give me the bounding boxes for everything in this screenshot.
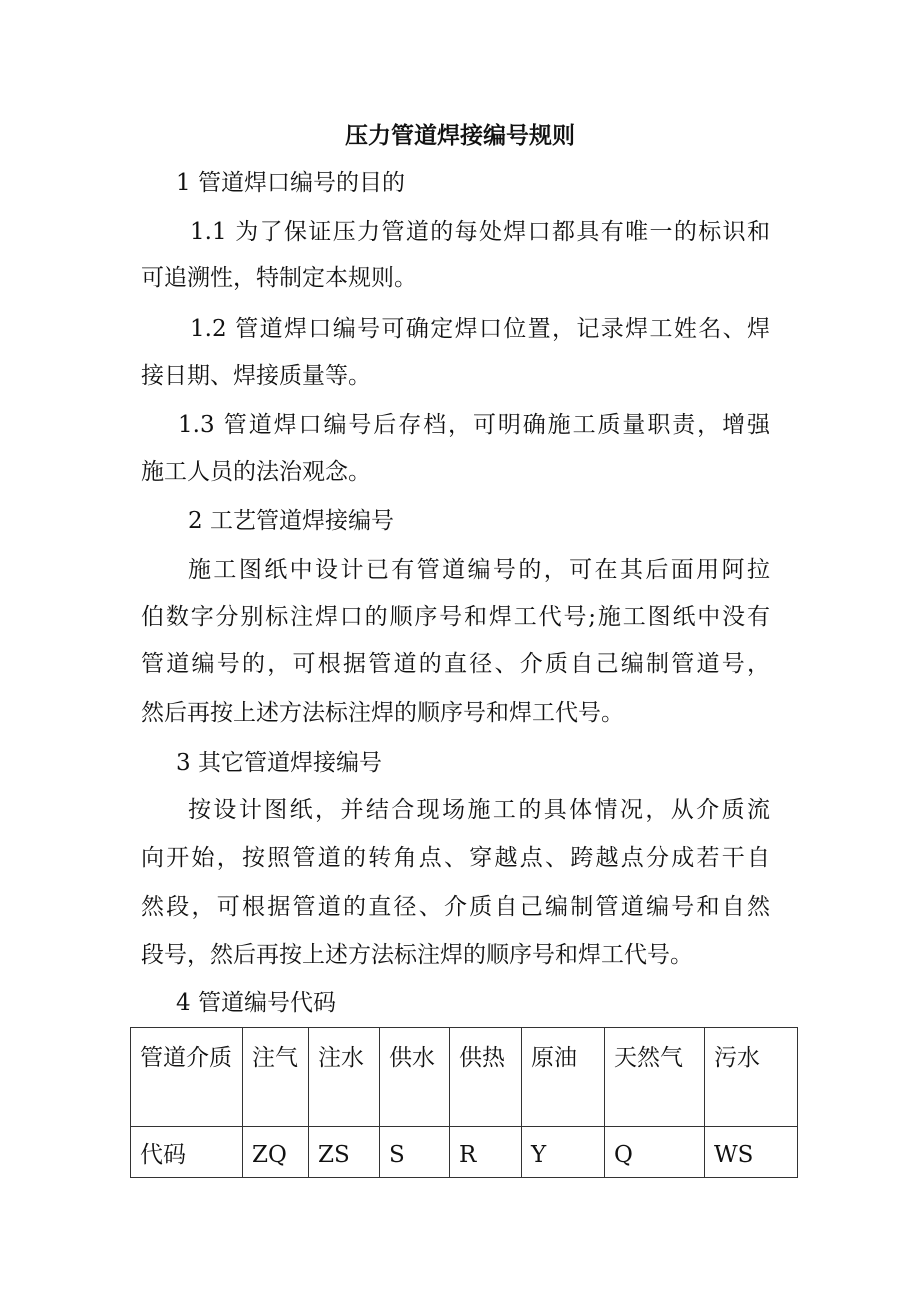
page-title: 压力管道焊接编号规则 [345,122,575,149]
paragraph-line: 段号，然后再按上述方法标注焊的顺序号和焊工代号。 [141,942,693,968]
paragraph-line: 然段，可根据管道的直径、介质自己编制管道编号和自然 [141,894,770,920]
paragraph-line: 按设计图纸，并结合现场施工的具体情况，从介质流 [188,797,770,823]
pipe-code-table [130,1027,798,1178]
table-row-codes [131,1127,798,1178]
table-row-media [131,1028,798,1127]
table-header-cell: 代码 [131,1127,243,1178]
table-cell: Q [605,1127,705,1178]
table-header-cell: 管道介质 [131,1028,243,1127]
paragraph-line: 管道编号的，可根据管道的直径、介质自己编制管道号， [141,651,770,677]
section-heading-4: 4 管道编号代码 [176,990,336,1016]
paragraph-line: 1.3 管道焊口编号后存档，可明确施工质量职责，增强 [178,412,770,438]
table-cell: 注水 [309,1028,380,1127]
section-heading-1: 1 管道焊口编号的目的 [176,170,405,196]
table-cell: 天然气 [605,1028,705,1127]
table-cell: 供水 [380,1028,450,1127]
table-cell: ZQ [243,1127,309,1178]
table-cell: Y [522,1127,605,1178]
paragraph-line: 施工图纸中设计已有管道编号的，可在其后面用阿拉 [188,557,770,583]
table-cell: WS [705,1127,798,1178]
paragraph-line: 然后再按上述方法标注焊的顺序号和焊工代号。 [141,700,624,726]
section-heading-2: 2 工艺管道焊接编号 [188,508,394,534]
section-heading-3: 3 其它管道焊接编号 [176,750,382,776]
paragraph-line: 1.2 管道焊口编号可确定焊口位置，记录焊工姓名、焊 [190,316,770,342]
table-cell: 污水 [705,1028,798,1127]
table-cell: ZS [309,1127,380,1178]
paragraph-line: 施工人员的法治观念。 [141,459,371,485]
paragraph-line: 可追溯性，特制定本规则。 [141,265,417,291]
paragraph-line: 接日期、焊接质量等。 [141,363,371,389]
paragraph-line: 向开始，按照管道的转角点、穿越点、跨越点分成若干自 [141,845,770,871]
table-cell: S [380,1127,450,1178]
paragraph-line: 1.1 为了保证压力管道的每处焊口都具有唯一的标识和 [190,219,770,245]
table-cell: 供热 [450,1028,522,1127]
table-cell: 注气 [243,1028,309,1127]
paragraph-line: 伯数字分别标注焊口的顺序号和焊工代号;施工图纸中没有 [141,604,770,630]
table-cell: R [450,1127,522,1178]
table-cell: 原油 [522,1028,605,1127]
